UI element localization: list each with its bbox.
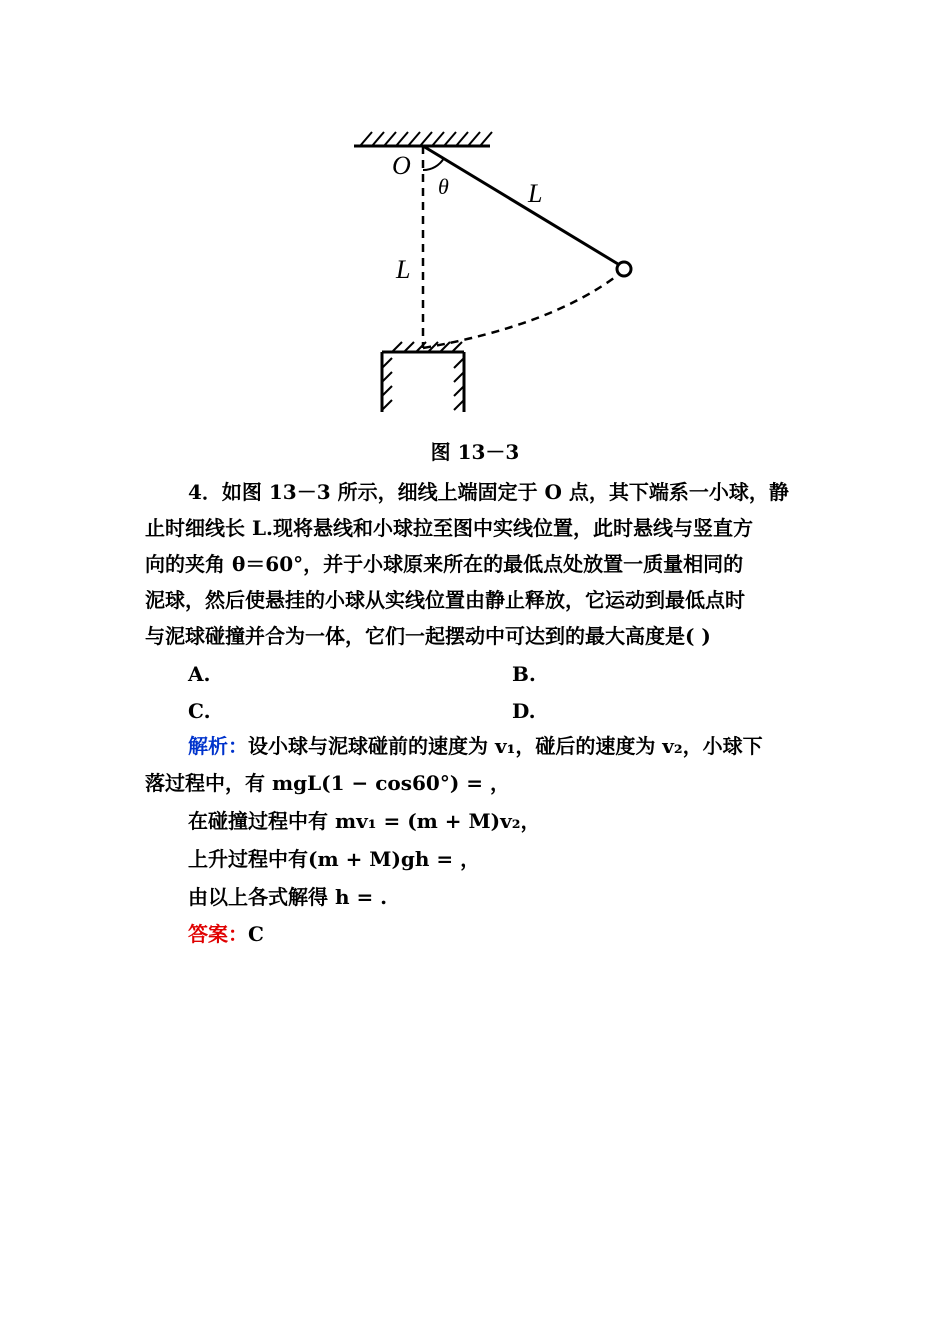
solution-line-3: 在碰撞过程中有 mv₁ = (m + M)v₂， <box>188 809 541 833</box>
solution-line-2: 落过程中，有 mgL(1 − cos60°) = ， <box>145 771 510 795</box>
pendulum-diagram <box>340 120 640 420</box>
answer-value: C <box>248 922 264 946</box>
label-theta: θ <box>438 174 449 199</box>
question-line-1: 4．如图 13－3 所示，细线上端固定于 O 点，其下端系一小球，静 <box>188 480 789 504</box>
question-line-2: 止时细线长 L.现将悬线和小球拉至图中实线位置，此时悬线与竖直方 <box>145 516 753 540</box>
angle-arc <box>423 158 444 170</box>
solution-line-4: 上升过程中有(m + M)gh = ， <box>188 847 481 871</box>
solution-line-1 <box>188 728 763 764</box>
option-A[interactable]: A. <box>188 662 211 686</box>
figure-caption: 图 13－3 <box>430 440 520 464</box>
solution-label: 解析： <box>188 734 248 758</box>
solution-text-1: 设小球与泥球碰前的速度为 v₁，碰后的速度为 v₂，小球下 <box>248 734 763 758</box>
option-D[interactable]: D. <box>512 699 536 723</box>
rope-line <box>423 146 618 264</box>
answer-label: 答案： <box>188 922 248 946</box>
ceiling-hatching <box>360 132 492 146</box>
ground-support <box>382 342 464 412</box>
label-O: O <box>392 151 411 180</box>
question-line-3: 向的夹角 θ＝60°，并于小球原来所在的最低点处放置一质量相同的 <box>145 552 744 576</box>
ball <box>617 262 631 276</box>
question-line-5: 与泥球碰撞并合为一体，它们一起摆动中可达到的最大高度是( ) <box>145 624 711 648</box>
question-line-4: 泥球，然后使悬挂的小球从实线位置由静止释放，它运动到最低点时 <box>145 588 745 612</box>
swing-dashed-arc <box>423 275 618 348</box>
label-L-vertical: L <box>396 255 411 284</box>
option-C[interactable]: C. <box>188 699 211 723</box>
solution-line-5: 由以上各式解得 h = . <box>188 885 388 909</box>
option-B[interactable]: B. <box>512 662 536 686</box>
label-L-rope: L <box>528 179 543 208</box>
answer-line <box>188 916 264 952</box>
